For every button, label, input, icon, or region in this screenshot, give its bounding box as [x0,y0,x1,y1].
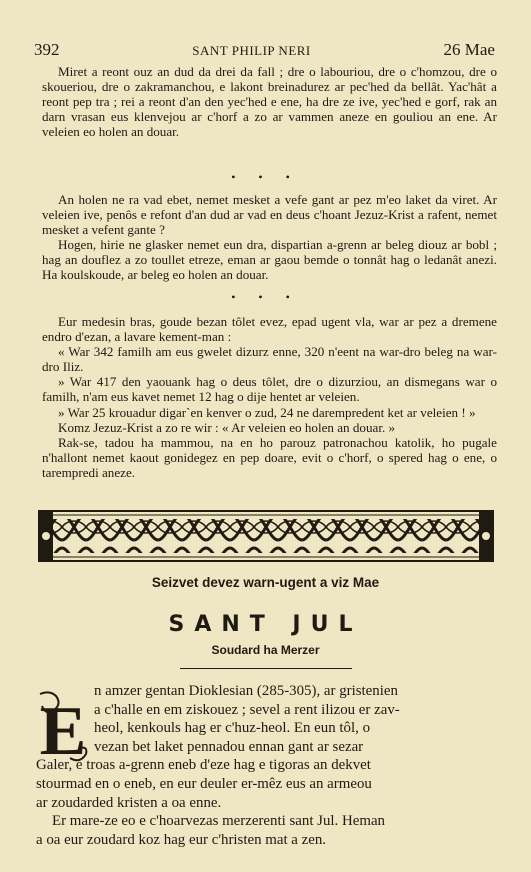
title-rule [180,668,352,669]
text-line: Galer, e troas a-grenn eneb d'eze hag e tigoras an dekvet [36,757,371,774]
celtic-knot-border-ornament [38,510,494,562]
text-line: vezan bet laket pennadou ennan gant ar sezar [94,738,364,755]
running-header [34,40,495,60]
feast-day-heading: Seizvet devez warn-ugent a viz Mae [151,575,380,590]
text-paragraph: Komz Jezuz-Krist a zo re wir : « Ar veleien eo holen an douar. » [58,419,396,435]
text-line: a c'halle en em ziskouez ; sevel a rent ilizou er zav- [94,701,400,718]
drop-cap-letter: E [39,693,87,770]
text-line: heol, kenkouls hag er c'huz-heol. En eun tôl, o [94,720,371,737]
text-line: n amzer gentan Dioklesian (285-305), ar gristenien [94,683,398,699]
text-paragraph: Eur medesin bras, goude bezan tôlet evez, epad ugent vla, war ar pez a dremene endro d'ezan, a lavare kement-man : [42,314,497,345]
saint-role-subtitle: Soudard ha Merzer [211,643,320,657]
text-paragraph: Miret a reont ouz an dud da drei da fall ; dre o labouriou, dre o c'homzou, dre o skoueriou, dre o zakramanchou, e lakont breinadurez ar pec'hed da bellât. Yac'hât a reont pep tra ; rei a reont d'an den yec'hed e ene, ha dre ze ive, yec'hed e gorf, rak an darn vrasan eus klenvejou ar c'horf a zo ar vammen aneze en gouliou an ene. Ar veleien eo holen an douar. [42,64,497,140]
text-line: stourmad en o eneb, en eur deuler er-mêz eus an armeou [36,775,372,792]
text-line: ar zoudarded kristen a oa enne. [36,794,222,811]
quote-line: » War 417 den yaouank hag o deus tôlet, dre o dizurziou, an dismegans war o familh, n'am eus kavet nemet 12 hag o dije hentet ar veleien. [42,374,497,405]
paragraph-1 [42,64,497,139]
text-paragraph: An holen ne ra vad ebet, nemet mesket a vefe gant ar pez m'eo laket da viret. Ar veleien ive, penôs e refont d'an dud ar vad en deus c'hoant Jezuz-Krist a rafent, nemet mesket a vefent gante ? [42,192,497,238]
quote-line: « War 342 familh am eus gwelet dizurz enne, 320 n'eent na war-dro beleg na war-dro Iliz. [42,344,497,375]
saint-life-text [36,682,496,849]
text-line: Er mare-ze eo e c'hoarvezas merzerenti sant Jul. Heman [52,813,385,830]
header-date: 26 Mae [443,40,495,59]
text-paragraph: Rak-se, tadou ha mammou, na en ho parouz patronachou katolik, ho pugale n'hallont nemet kaout gonidegez en pep doare, evit o c'horf, o spered hag o ene, o tarempredi aneze. [42,434,497,480]
saint-name-title: SANT JUL [168,612,363,637]
paragraph-2 [42,192,497,283]
text-paragraph: Hogen, hirie ne glasker nemet eun dra, dispartian a-grenn ar beleg diouz ar bobl ; hag an douflez a zo toullet etreze, eman ar gaou bemde o tonnât hag o ledanât anezi. Ha koulskoude, ar beleg eo holen an douar. [42,237,497,283]
page-number: 392 [34,40,60,59]
section-separator: • • • [231,170,300,184]
section-separator: • • • [231,290,300,304]
running-title: SANT PHILIP NERI [192,43,311,58]
paragraph-3 [42,314,497,480]
text-line: a oa eur zoudard koz hag eur c'hristen mat a zen. [36,831,327,848]
quote-line: » War 25 krouadur digar`en kenver o zud, 24 ne darempredent ket ar veleien ! » [58,404,476,420]
